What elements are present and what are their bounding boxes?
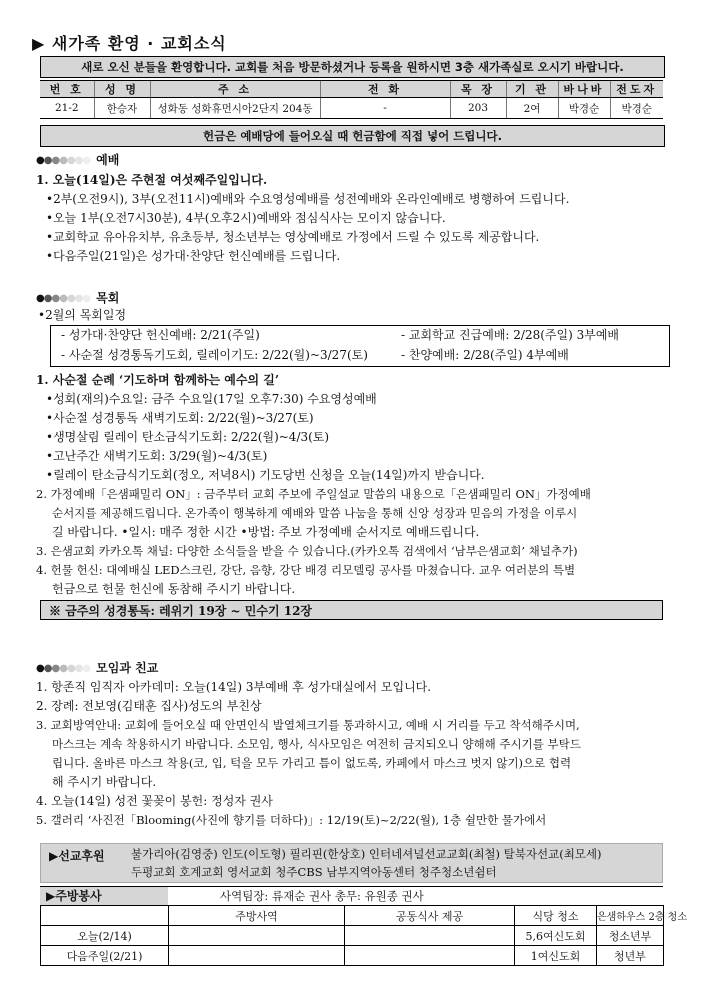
list-item: •성회(재의)수요일: 금주 수요일(17일 오후7:30) 수요영성예배 <box>46 392 377 406</box>
header-cell: 기 관 <box>506 81 558 98</box>
bullet-dots-icon: ●●●●●●● <box>36 663 91 674</box>
header-cell: 주 소 <box>150 81 320 98</box>
list-item: •고난주간 새벽기도회: 3/29(월)~4/3(토) <box>46 449 268 463</box>
table-cell: 다음주일(2/21) <box>41 946 169 966</box>
table-cell: 청년부 <box>597 946 664 966</box>
welcome-banner: 새로 오신 분들을 환영합니다. 교회를 처음 방문하셨거나 등록을 원하시면 3층 새가족실로 오시기 바랍니다. <box>40 56 665 78</box>
pastoral-heading <box>36 289 119 306</box>
fellowship-list <box>36 678 676 830</box>
list-item: 1. 오늘(14일)은 주현절 여섯째주일입니다. <box>36 173 268 187</box>
table-cell <box>345 926 515 946</box>
list-item: 마스크는 계속 착용하시기 바랍니다. 소모임, 행사, 식사모임은 여전히 금지되오니 양해해 주시기를 부탁드 <box>52 737 581 751</box>
kitchen-label: ▶주방봉사 <box>40 887 168 906</box>
bullet-dots-icon: ●●●●●●● <box>36 155 91 166</box>
list-item: 길 바랍니다. •일시: 매주 정한 시간 •방법: 주보 가정예배 순서지로 예배드립니다. <box>52 525 480 539</box>
list-item: 3. 교회방역안내: 교회에 들어오실 때 안면인식 발열체크기를 통과하시고, 예배 시 거리를 두고 착석해주시며, <box>36 718 580 732</box>
list-item: •사순절 성경통독 새벽기도회: 2/22(월)~3/27(토) <box>46 411 314 425</box>
list-item: •다음주일(21일)은 성가대·찬양단 헌신예배를 드립니다. <box>46 249 341 263</box>
schedule-label: •2월의 목회일정 <box>38 308 127 322</box>
list-item: 1. 항존직 임직자 아카데미: 오늘(14일) 3부예배 후 성가대실에서 모입니다. <box>36 680 432 694</box>
header-cell: 은샘하우스 2층 청소 <box>597 906 664 926</box>
table-cell: 2여 <box>506 98 558 119</box>
mission-line: 두평교회 호계교회 영서교회 청주CBS 남부지역아동센터 청주청소년쉼터 <box>131 865 497 879</box>
offering-notice: 헌금은 예배당에 들어오실 때 헌금함에 직접 넣어 드립니다. <box>40 125 665 147</box>
table-row <box>41 926 664 946</box>
list-item: 4. 헌물 헌신: 대예배실 LED스크린, 강단, 음향, 강단 배경 리모델링 공사를 마쳤습니다. 교우 여러분의 특별 <box>36 563 576 577</box>
section-heading: 예배 <box>96 153 120 167</box>
header-cell: 전 화 <box>320 81 450 98</box>
table-header-row <box>41 906 664 926</box>
list-item: •릴레이 탄소금식기도회(정오, 저녁8시) 기도당번 신청을 오늘(14일)까지 받습니다. <box>46 468 485 482</box>
header-cell: 식당 청소 <box>515 906 597 926</box>
table-row <box>41 946 664 966</box>
bible-reading-box: ※ 금주의 성경통독: 레위기 19장 ~ 민수기 12장 <box>40 600 663 620</box>
list-item: 순서지를 제공해드립니다. 온가족이 행복하게 예배와 말씀 나눔을 통해 신앙 성장과 믿음의 가정을 이루시 <box>52 506 578 520</box>
header-cell <box>41 906 169 926</box>
schedule-item: - 교회학교 진급예배: 2/28(주일) 3부예배 <box>401 328 619 342</box>
table-cell <box>169 926 345 946</box>
list-item: 4. 오늘(14일) 성전 꽃꽂이 봉헌: 정성자 권사 <box>36 794 273 808</box>
worship-list <box>36 171 676 266</box>
schedule-item: - 찬양예배: 2/28(주일) 4부예배 <box>401 348 569 362</box>
header-cell: 공동식사 제공 <box>345 906 515 926</box>
table-cell: 박경순 <box>558 98 610 119</box>
schedule-item: - 사순절 성경통독기도회, 릴레이기도: 2/22(월)~3/27(토) <box>61 348 368 362</box>
kitchen-header <box>40 886 663 906</box>
section-heading: 모임과 친교 <box>96 661 159 675</box>
worship-heading <box>36 151 119 168</box>
table-cell: - <box>320 98 450 119</box>
header-cell: 성 명 <box>94 81 150 98</box>
list-item: 2. 가정예배「은샘패밀리 ON」: 금주부터 교회 주보에 주일설교 말씀의 내용으로「은샘패밀리 ON」가정예배 <box>36 487 591 501</box>
table-cell <box>169 946 345 966</box>
section-title: ▶ 새가족 환영 · 교회소식 <box>32 34 227 53</box>
table-cell: 박경순 <box>610 98 663 119</box>
mission-label: ▶선교후원 <box>49 849 105 863</box>
table-cell: 5,6여신도회 <box>515 926 597 946</box>
kitchen-managers: 사역팀장: 류재순 권사 총무: 유원종 권사 <box>220 889 424 903</box>
table-cell: 한승자 <box>94 98 150 119</box>
table-cell: 21-2 <box>40 98 94 119</box>
list-item: 립니다. 올바른 마스크 착용(코, 입, 턱을 모두 가리고 틈이 없도록, 카페에서 마스크 벗지 않기)으로 협력 <box>52 756 572 770</box>
table-row <box>40 98 663 119</box>
mission-line: 불가리아(김영중) 인도(이도형) 필리핀(한상호) 인터네셔널선교교회(최철) 탈북자선교(최모세) <box>131 847 602 861</box>
header-cell: 주방사역 <box>169 906 345 926</box>
list-item: •생명살림 릴레이 탄소금식기도회: 2/22(월)~4/3(토) <box>46 430 330 444</box>
fellowship-heading <box>36 659 158 676</box>
newcomer-table <box>40 80 663 119</box>
mission-box <box>40 843 663 883</box>
table-cell: 성화동 성화휴먼시아2단지 204동 <box>150 98 320 119</box>
list-item: 헌금으로 헌물 헌신에 동참해 주시기 바랍니다. <box>52 582 296 596</box>
list-item: 2. 장례: 전보영(김태훈 집사)성도의 부친상 <box>36 699 262 713</box>
schedule-box <box>50 325 670 367</box>
schedule-item: - 성가대·찬양단 헌신예배: 2/21(주일) <box>61 328 260 342</box>
list-item: 1. 사순절 순례 ‘기도하며 함께하는 예수의 길’ <box>36 373 280 387</box>
list-item: •교회학교 유아유치부, 유초등부, 청소년부는 영상예배로 가정에서 드릴 수 있도록 제공합니다. <box>46 230 540 244</box>
list-item: 5. 갤러리 ‘사진전「Blooming(사진에 향기를 더하다)」: 12/19(토)~2/22(월), 1층 쉴만한 물가에서 <box>36 813 547 827</box>
bullet-dots-icon: ●●●●●●● <box>36 293 91 304</box>
pastoral-list <box>36 371 676 599</box>
section-heading: 목회 <box>96 291 120 305</box>
list-item: 해 주시기 바랍니다. <box>52 775 157 789</box>
header-cell: 전도자 <box>610 81 663 98</box>
table-header-row <box>40 81 663 98</box>
table-cell <box>345 946 515 966</box>
list-item: 3. 은샘교회 카카오톡 채널: 다양한 소식들을 받을 수 있습니다.(카카오톡 검색에서 ‘남부은샘교회’ 채널추가) <box>36 544 578 558</box>
header-cell: 목 장 <box>450 81 506 98</box>
header-cell: 번 호 <box>40 81 94 98</box>
table-cell: 오늘(2/14) <box>41 926 169 946</box>
list-item: •2부(오전9시), 3부(오전11시)예배와 수요영성예배를 성전예배와 온라인예배로 병행하여 드립니다. <box>46 192 570 206</box>
header-cell: 바나바 <box>558 81 610 98</box>
kitchen-table <box>40 905 687 966</box>
list-item: •오늘 1부(오전7시30분), 4부(오후2시)예배와 점심식사는 모이지 않습니다. <box>46 211 446 225</box>
table-cell: 청소년부 <box>597 926 664 946</box>
table-cell: 203 <box>450 98 506 119</box>
table-cell: 1여신도회 <box>515 946 597 966</box>
